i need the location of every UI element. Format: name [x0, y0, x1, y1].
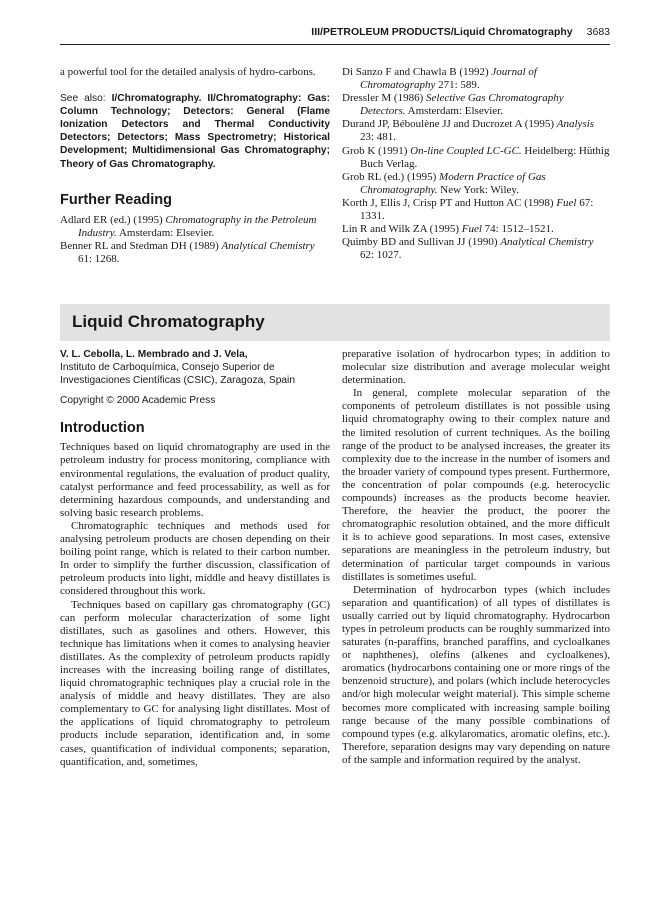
reference-item: Dressler M (1986) Selective Gas Chromatography Detectors. Amsterdam: Elsevier. — [342, 92, 564, 118]
reference-item: Grob K (1991) On-line Coupled LC-GC. Heidelberg: Hüthig Buch Verlag. — [342, 144, 610, 170]
copyright: Copyright © 2000 Academic Press — [60, 395, 216, 407]
running-title: III/PETROLEUM PRODUCTS/Liquid Chromatography — [311, 26, 573, 38]
reference-item: Grob RL (ed.) (1995) Modern Practice of Gas Chromatography. New York: Wiley. — [342, 170, 546, 196]
see-also-block — [60, 92, 330, 171]
top-left-column — [60, 66, 330, 266]
reference-item: Lin R and Wilk ZA (1995) Fuel 74: 1512–1521. — [342, 223, 554, 236]
reference-item: Durand JP, Béboulène JJ and Ducrozet A (1995) Analysis 23: 481. — [342, 118, 595, 144]
affiliation: Instituto de Carboquímica, Consejo Superior de Investigaciones Científicas (CSIC), Zaragoza, Spain — [60, 362, 295, 387]
introduction-heading: Introduction — [60, 420, 145, 437]
paragraph: Techniques based on liquid chromatography are used in the petroleum industry for process monitoring, compliance with environmental regulations, the evaluation of product quality, catalyst performance and feed processability, as well as for determining hazardous compounds, and understanding and solving basic research problems. — [60, 441, 330, 519]
see-also-link-1[interactable]: I/Chromatography. — [111, 93, 202, 105]
paragraph: In general, complete molecular separation of the components of petroleum distillates is not possible using liquid chromatography owing to their complex nature and the limited resolution of current techniques. As the boiling range of the product to be analysed increases, the greater its complexity due to the increase in the number of isomers and the broader variety of compound types present. Furthermore, the concentration of polar compounds (e.g. heterocyclic compounds) increases as the products become heavier. Therefore, the heavier the product, the poorer the chromatographic resolution obtained, and the more difficult it is to achieve good separations. In most cases, extensive separations are meaningless in the petroleum industry, but determination of particular target compounds in various distillates is sometimes useful. — [342, 387, 610, 583]
top-right-column — [342, 66, 610, 262]
authors: V. L. Cebolla, L. Membrado and J. Vela, — [60, 349, 248, 360]
running-head — [60, 26, 610, 45]
author-block — [60, 348, 330, 387]
continuation-text: a powerful tool for the detailed analysis of hydro-carbons. — [60, 66, 316, 78]
page-number: 3683 — [586, 26, 610, 38]
reference-item: Di Sanzo F and Chawla B (1992) Journal of Chromatography 271: 589. — [342, 66, 537, 92]
paragraph: preparative isolation of hydrocarbon types; in addition to molecular size distribution and average molecular weight determination. — [342, 348, 610, 387]
paragraph: Chromatographic techniques and methods used for analysing petroleum products are chosen depending on their boiling point range, which is related to their carbon number. In order to simplify the further discussion, classification of petroleum products into light, middle and heavy distillates is considered throughout this work. — [60, 519, 330, 598]
article-right-column — [342, 348, 610, 767]
see-also-link-2[interactable]: II/Chromatography: — [207, 93, 302, 105]
further-reading-heading: Further Reading — [60, 191, 172, 208]
article-title-banner — [60, 304, 610, 341]
paragraph: Determination of hydrocarbon types (which includes separation and quantification) of all types of distillates is usually carried out by liquid chromatography. Hydrocarbon types in petroleum products can be roughly summarized into saturates (n-paraffins, branched paraffins, and cycloalkanes or naphthenes), olefins (alkenes and cycloalkenes), aromatics (hydrocarbons containing one or more rings of the benzenoid structure), and polars (which include heterocycles and/or high molecular weight material). This simple scheme becomes more complicated with increasing sample boiling range because of the many possible combinations of compound types (e.g. alkylaromatics, aromatic olefins, etc.). Therefore, separation designs may vary depending on nature of the sample and information required by the analyst. — [342, 583, 610, 766]
see-also-label: See also: — [60, 93, 106, 105]
article-left-column — [60, 348, 330, 769]
reference-list-left — [60, 214, 330, 266]
article-title: Liquid Chromatography — [72, 312, 265, 331]
reference-item: Korth J, Ellis J, Crisp PT and Hutton AC (1998) Fuel 67: 1331. — [342, 196, 594, 223]
paragraph: Techniques based on capillary gas chromatography (GC) can perform molecular characterization of some light distillates, such as gasolines and others. However, this technique has limitations when it comes to analysing heavier distillates. As the complexity of petroleum products rapidly increases with the increasing boiling range of distillates, liquid chromatographic techniques play a crucial role in the analysis of middle and heavy distillates. They are also complementary to GC for analysing light distillates. Most of the applications of liquid chromatography to petroleum products include separation, identification and, in some cases, quantification of individual components; separation, quantification, and, sometimes, — [60, 598, 330, 768]
reference-item: Benner RL and Stedman DH (1989) Analytical Chemistry 61: 1268. — [60, 239, 315, 265]
reference-item: Adlard ER (ed.) (1995) Chromatography in the Petroleum Industry. Amsterdam: Elsevier. — [60, 213, 317, 239]
see-also-links-text[interactable]: Gas: Column Technology; Detectors: General (Flame Ionization Detectors and Thermal Conductivity Detectors; Detectors; Mass Spectrometry; Historical Development; Multidimensional Gas Chromatography; Theory of Gas Chromatography. — [60, 93, 330, 170]
reference-item: Quimby BD and Sullivan JJ (1990) Analytical Chemistry 62: 1027. — [342, 236, 594, 262]
